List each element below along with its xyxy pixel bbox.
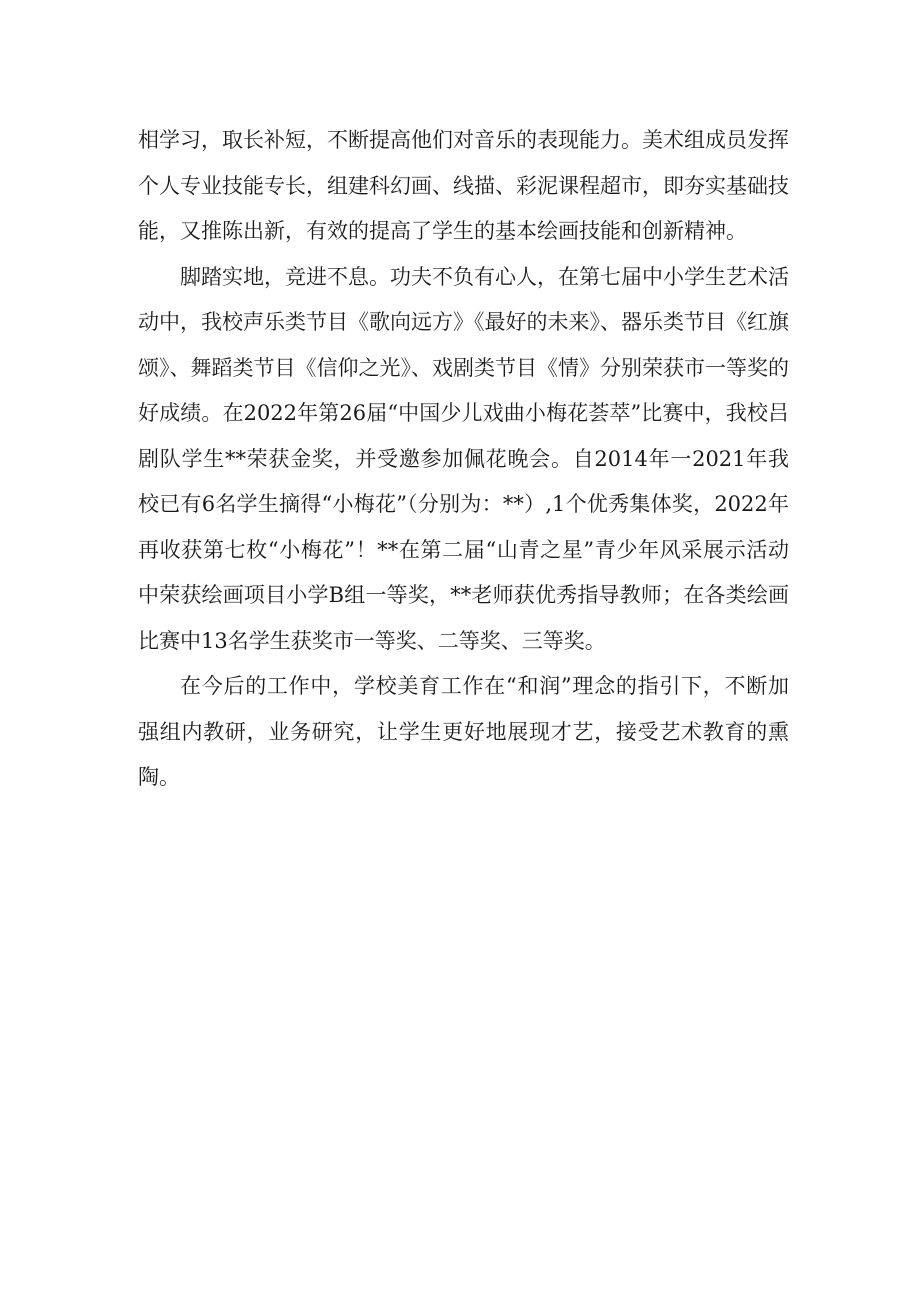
paragraph-2: 脚踏实地，竞进不息。功夫不负有心人，在第七届中小学生艺术活动中，我校声乐类节目《歌向远方》《最好的未来》、器乐类节目《红旗颂》、舞蹈类节目《信仰之光》、戏剧类节目《情》分别荣获市一等奖的好成绩。在2022年第26届“中国少儿戏曲小梅花荟萃”比赛中，我校吕剧队学生**荣获金奖，并受邀参加佩花晚会。自2014年一2021年我校已有6名学生摘得“小梅花”（分别为：**）,1个优秀集体奖，2022年再收获第七枚“小梅花”！**在第二届“山青之星”青少年风采展示活动中荣获绘画项目小学B组一等奖，**老师获优秀指导教师；在各类绘画比赛中13名学生获奖市一等奖、二等奖、三等奖。 bbox=[138, 264, 789, 653]
paragraph-1: 相学习，取长补短，不断提高他们对音乐的表现能力。美术组成员发挥个人专业技能专长，组建科幻画、线描、彩泥课程超市，即夯实基础技能，又推陈出新，有效的提高了学生的基本绘画技能和创新精神。 bbox=[138, 128, 789, 243]
document-body bbox=[138, 118, 789, 801]
paragraph-3: 在今后的工作中，学校美育工作在“和润”理念的指引下，不断加强组内教研，业务研究，让学生更好地展现才艺，接受艺术教育的熏陶。 bbox=[138, 674, 789, 789]
